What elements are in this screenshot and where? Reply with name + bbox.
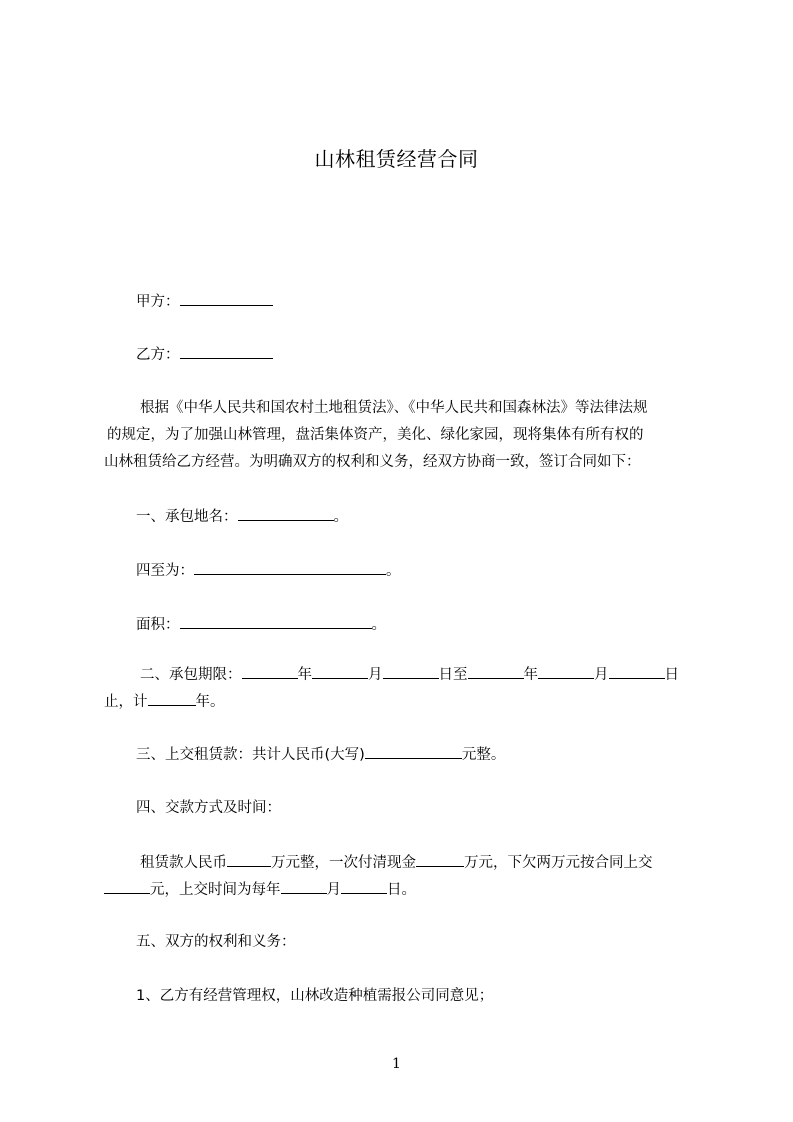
start-day-blank[interactable] xyxy=(383,664,439,679)
start-day-to-label: 日至 xyxy=(438,667,468,683)
area-line xyxy=(136,614,386,635)
intro-line-2: 的规定，为了加强山林管理，盘活集体资产，美化、绿化家园，现将集体有所有权的 xyxy=(107,427,644,443)
party-b-line xyxy=(136,344,273,365)
start-month-label: 月 xyxy=(368,667,383,683)
area-end: 。 xyxy=(371,617,386,633)
boundary-end: 。 xyxy=(386,563,401,579)
end-year-label: 年 xyxy=(523,667,538,683)
end-month-label: 月 xyxy=(594,667,609,683)
payment-line-1 xyxy=(140,852,653,873)
section2-label: 二、承包期限： xyxy=(140,667,242,683)
boundary-label: 四至为： xyxy=(136,563,194,579)
cash-paid-blank[interactable] xyxy=(416,852,464,867)
item1-line: 1、乙方有经营管理权，山林改造种植需报公司同意见； xyxy=(136,988,494,1004)
section3-end: 元整。 xyxy=(461,747,506,763)
section2-line2-start: 止，计 xyxy=(104,694,148,710)
payment-p5: 月 xyxy=(326,882,341,898)
boundary-line xyxy=(136,560,401,581)
rent-amount-blank[interactable] xyxy=(365,744,462,759)
section1-label: 一、承包地名： xyxy=(136,509,238,525)
page-number: 1 xyxy=(392,1056,401,1072)
section3-line xyxy=(136,744,505,765)
section4-line: 四、交款方式及时间： xyxy=(136,800,281,816)
area-label: 面积： xyxy=(136,617,180,633)
term-years-blank[interactable] xyxy=(148,691,196,706)
boundary-blank[interactable] xyxy=(194,560,386,575)
section3-label: 三、上交租赁款：共计人民币(大写) xyxy=(136,747,365,763)
end-day-label: 日 xyxy=(664,667,679,683)
payment-p1: 租赁款人民币 xyxy=(140,855,227,871)
section1-line xyxy=(136,506,348,527)
start-month-blank[interactable] xyxy=(312,664,368,679)
party-a-line xyxy=(136,291,273,312)
section2-line2-end: 年。 xyxy=(195,694,225,710)
section1-end: 。 xyxy=(333,509,348,525)
pay-month-blank[interactable] xyxy=(281,879,327,894)
installment-blank[interactable] xyxy=(104,879,150,894)
site-name-blank[interactable] xyxy=(238,506,334,521)
document-title: 山林租赁经营合同 xyxy=(314,147,479,171)
payment-p3: 万元，下欠两万元按合同上交 xyxy=(464,855,653,871)
rent-total-blank[interactable] xyxy=(227,852,271,867)
section2-line-1 xyxy=(140,664,679,685)
intro-line-3: 山林租赁给乙方经营。为明确双方的权利和义务，经双方协商一致，签订合同如下： xyxy=(104,454,641,470)
start-year-label: 年 xyxy=(297,667,312,683)
party-a-blank[interactable] xyxy=(180,291,273,306)
payment-p4: 元，上交时间为每年 xyxy=(150,882,281,898)
end-day-blank[interactable] xyxy=(609,664,665,679)
party-b-label: 乙方： xyxy=(136,347,180,363)
payment-line-2 xyxy=(104,879,416,900)
end-month-blank[interactable] xyxy=(538,664,594,679)
end-year-blank[interactable] xyxy=(468,664,524,679)
section2-line-2 xyxy=(104,691,225,712)
pay-day-blank[interactable] xyxy=(341,879,387,894)
payment-p2: 万元整，一次付清现金 xyxy=(271,855,416,871)
start-year-blank[interactable] xyxy=(242,664,298,679)
party-b-blank[interactable] xyxy=(180,344,273,359)
payment-p6: 日。 xyxy=(387,882,416,898)
party-a-label: 甲方： xyxy=(136,294,180,310)
area-blank[interactable] xyxy=(180,614,372,629)
intro-line-1: 根据《中华人民共和国农村土地租赁法》、《中华人民共和国森林法》等法律法规 xyxy=(140,400,648,416)
section5-line: 五、双方的权利和义务： xyxy=(136,934,296,950)
